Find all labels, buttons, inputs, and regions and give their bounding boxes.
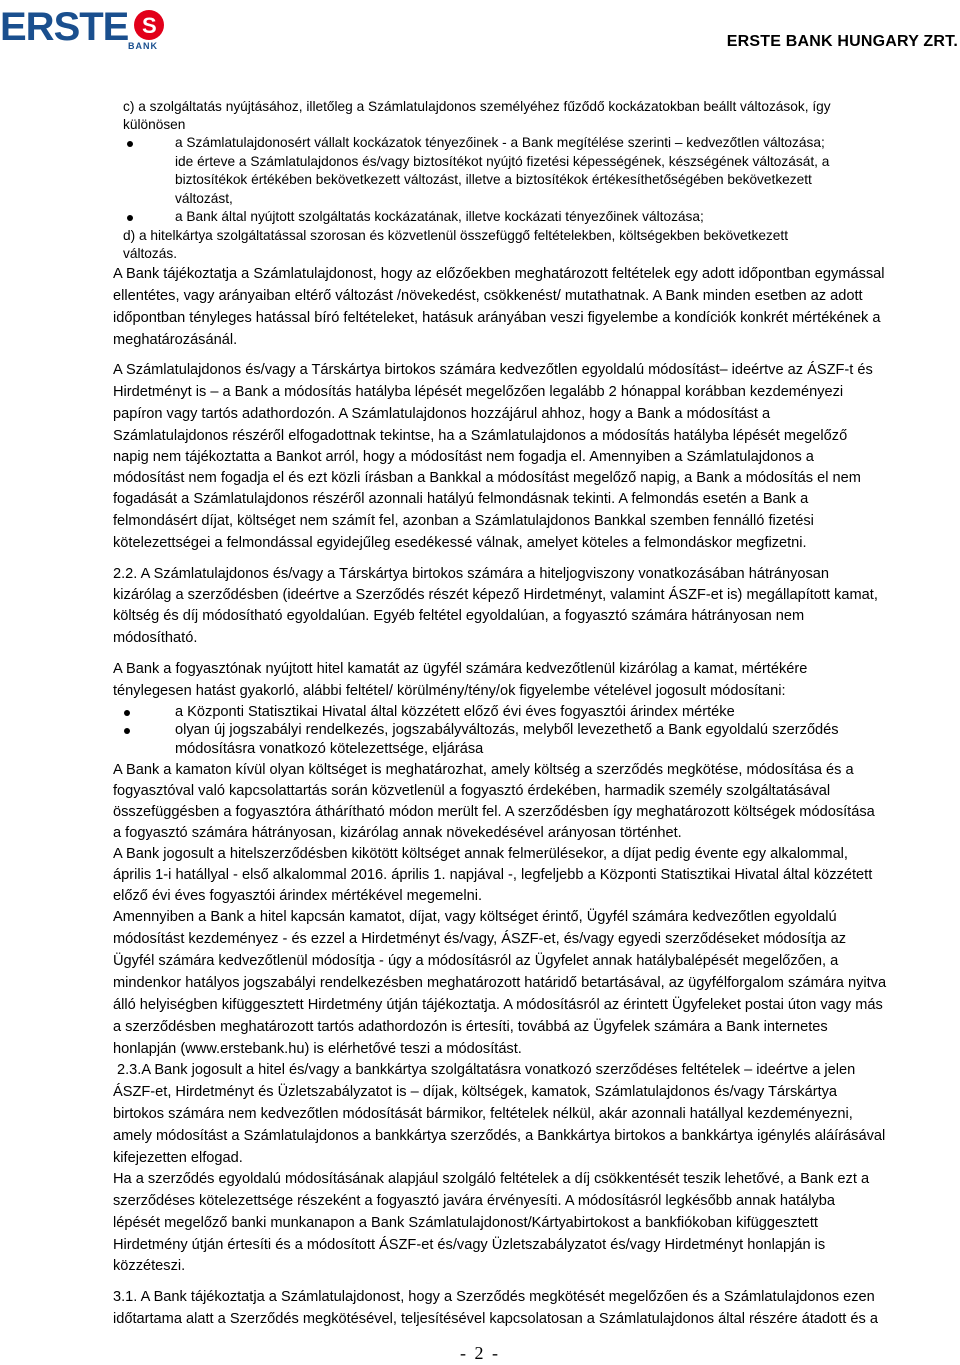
- text-line: mindenkor hatályos jogszabályi rendelkezésben meghatározott határidő betartásával, az ügyfélforgalom számára nyitva: [113, 975, 887, 991]
- text-line: változást,: [175, 191, 233, 206]
- text-line: Ügyfél számára kedvezőtlenül módosítja - úgy a módosításról az Ügyfelet annak hatálybalépését megelőzően, a: [113, 953, 839, 969]
- bullet-icon: [127, 141, 133, 147]
- text-line: kifejezetten elfogad.: [113, 1150, 243, 1166]
- text-line: ténylegesen hatást gyakorló, alábbi feltétel/ körülmény/tény/ok figyelembe vételével jogosult módosítani:: [113, 683, 786, 699]
- text-line: szerződéses kötelezettsége részeként a fogyasztó javára érvényesíti. A módosításról legkésőbb annak hatályba: [113, 1193, 835, 1209]
- text-line: 2.2. A Számlatulajdonos és/vagy a Társkártya birtokos számára a hiteljogviszony vonatkozásában hátrányosan: [113, 566, 830, 582]
- text-line: Ha a szerződés egyoldalú módosításának alapjául szolgáló feltételek a díj csökkentését teszik lehetővé, a Bank ezt a: [113, 1171, 870, 1187]
- bullet-icon: [124, 728, 130, 734]
- text-line: április 1-i hatállyal - első alkalommal 2016. április 1. napjával -, legfeljebb a Központi Statisztikai Hivatal által közzétett: [113, 867, 873, 883]
- text-line: Amennyiben a Bank a hitel kapcsán kamatot, díjat, vagy költséget érintő, Ügyfél számára kedvezőtlen egyoldalú: [113, 909, 837, 925]
- svg-text:ERSTE: ERSTE: [0, 5, 129, 49]
- text-line: lépését megelőző banki munkanapon a Bank Számlatulajdonost/Kártyabirtokost a bankfiókoban kifüggesztett: [113, 1215, 818, 1231]
- text-line: időpontban tényleges hatással bíró feltételeket, hatásuk arányában veszi figyelembe a kondíciók konkrét mértékének a: [113, 310, 881, 326]
- text-line: fogadását a Számlatulajdonos részéről azonnali hatályú felmondásnak tekinti. A felmondás esetén a Bank a: [113, 491, 809, 507]
- text-line: biztosítékok értékében bekövetkezett változást, illetve a biztosítékok értékesíthetőségében bekövetkezett: [175, 172, 812, 187]
- page-number: - 2 -: [460, 1343, 500, 1363]
- text-line: álló helyiségben kifüggesztett Hirdetmény útján tájékoztatja. A módosításról az érintett Ügyfeleket postai úton vagy más: [113, 997, 883, 1013]
- text-line: Számlatulajdonos részéről elfogadottnak tekintse, ha a Számlatulajdonos a módosítás hatályba lépését megelőző: [113, 428, 848, 444]
- text-line: közzéteszi.: [113, 1258, 186, 1274]
- bullet-icon: [127, 215, 133, 221]
- text-line: ide érteve a Számlatulajdonos és/vagy biztosítékot nyújtó fizetési képességének, készségének változását, a: [175, 154, 830, 169]
- text-line: meghatározásánál.: [113, 332, 238, 348]
- text-line: költség és díj módosítható egyoldalúan. Egyéb feltétel egyoldalúan, a fogyasztó számára hátrányosan nem: [113, 608, 805, 624]
- text-line: birtokos számára nem kedvezőtlen módosítását bármikor, feltételek nélkül, akár azonnali hatállyal kezdeményezni,: [113, 1106, 853, 1122]
- text-line: előző évi éves fogyasztói árindex mértékével megemelni.: [113, 888, 483, 904]
- text-line: A Számlatulajdonos és/vagy a Társkártya birtokos számára kedvezőtlen egyoldalú módosítást– ideértve az ÁSZF-t és: [113, 362, 873, 378]
- text-line: olyan új jogszabályi rendelkezés, jogszabályváltozás, melyből levezethető a Bank egyoldalú szerződés: [175, 722, 839, 738]
- text-line: módosítható.: [113, 630, 198, 646]
- text-line: 3.1. A Bank tájékoztatja a Számlatulajdonost, hogy a Szerződés megkötését megelőzően és a Számlatulajdonos ezen: [113, 1289, 875, 1305]
- text-line: A Bank jogosult a hitelszerződésben kikötött költséget annak felmerülésekor, a díjat pedig évente egy alkalommal,: [113, 846, 848, 862]
- text-line: honlapján (www.erstebank.hu) is elérhetővé teszi a módosítást.: [113, 1041, 522, 1057]
- text-line: d) a hitelkártya szolgáltatással szorosan és közvetlenül összefüggő feltételekben, költségekben bekövetkezett: [123, 228, 788, 243]
- text-line: fogyasztóval való kapcsolattartás során közvetlenül a fogyasztó érdekében, harmadik személy szolgáltatásával: [113, 783, 831, 799]
- text-line: ÁSZF-et, Hirdetményt és Üzletszabályzatot is – díjak, költségek, kamatok, Számlatulajdonos és/vagy Társkártya: [113, 1084, 838, 1100]
- text-line: a Számlatulajdonosért vállalt kockázatok tényezőinek - a Bank megítélése szerinti – kedvezőtlen változása;: [175, 135, 825, 150]
- text-line: összefüggésben a fogyasztóra áthárítható módon merült fel. A szerződésben így meghatározott költségek módosítása: [113, 804, 875, 820]
- text-line: felmondásért díjat, költséget nem számít fel, azonban a Számlatulajdonos Bankkal szemben fennálló fizetési: [113, 513, 814, 529]
- text-line: Hirdetmény útján értesíti és a módosított ÁSZF-et és/vagy Üzletszabályzatot és/vagy Hirdetményt honlapján is: [113, 1237, 826, 1253]
- bullet-icon: [124, 710, 130, 716]
- company-name: ERSTE BANK HUNGARY ZRT.: [726, 33, 958, 50]
- text-line: a fogyasztó számára hátrányosan, kizárólag annak növekedésével arányosan történhet.: [113, 825, 682, 841]
- text-line: időtartama alatt a Szerződés megkötésével, teljesítésével kapcsolatosan a Számlatulajdonos által részére átadott és a: [113, 1311, 878, 1327]
- text-line: 2.3.A Bank jogosult a hitel és/vagy a bankkártya szolgáltatásra vonatkozó szerződéses feltételek – ideértve a jelen: [117, 1062, 856, 1078]
- text-line: napig nem tájékoztatta a Bankot arról, hogy a módosítást nem fogadja el. Amennyiben a Számlatulajdonos a: [113, 449, 814, 465]
- text-line: kötelezettségei a felmondással egyidejűleg esedékessé válnak, amelyet köteles a felmondáskor megfizetni.: [113, 535, 807, 551]
- text-line: a szerződésben meghatározott tartós adathordozón is értesíti, továbbá az Ügyfelek számára a Bank internetes: [113, 1019, 828, 1035]
- text-line: c) a szolgáltatás nyújtásához, illetőleg a Számlatulajdonos személyéhez fűződő kockázatokban beállt változások, így: [123, 99, 831, 114]
- text-line: Hirdetményt is – a Bank a módosítás hatályba lépését megelőzően legalább 2 hónappal korábban kezdeményezi: [113, 384, 844, 400]
- text-line: a Bank által nyújtott szolgáltatás kockázatának, illetve kockázati tényezőinek változása;: [175, 209, 704, 224]
- text-line: különösen: [123, 117, 186, 132]
- text-line: módosítást kezdeményez - és ezzel a Hirdetményt és/vagy, ÁSZF-et, és/vagy egyedi szerződéseket módosítja az: [113, 931, 846, 947]
- text-line: A Bank a fogyasztónak nyújtott hitel kamatát az ügyfél számára kedvezőtlenül kizárólag a kamat, mértékére: [113, 661, 808, 677]
- text-line: ellentétes, vagy arányaiban eltérő változást /növekedést, csökkenést/ mutathatnak. A Bank minden esetben az adott: [113, 288, 863, 304]
- text-line: A Bank tájékoztatja a Számlatulajdonost, hogy az előzőekben meghatározott feltételek egy adott időpontban egymással: [113, 266, 885, 282]
- text-line: módosításra vonatkozó kötelezettsége, eljárása: [175, 741, 484, 757]
- text-line: A Bank a kamaton kívül olyan költséget is meghatározhat, amely költség a szerződés megkötése, módosítása és a: [113, 762, 854, 778]
- text-line: a Központi Statisztikai Hivatal által közzétett előző évi éves fogyasztói árindex mértéke: [175, 704, 735, 720]
- text-line: módosítást nem fogadja el és ezt közli írásban a Bankkal a módosítást megelőző napig, a Bank a módosítás el nem: [113, 470, 861, 486]
- svg-text:BANK: BANK: [128, 41, 158, 50]
- text-line: változás.: [123, 246, 178, 261]
- text-line: kizárólag a szerződésben (ideértve a Szerződés részét képező Hirdetményt, valamint ÁSZF-et is) megállapított kamat,: [113, 587, 878, 603]
- svg-text:S: S: [142, 13, 157, 38]
- text-line: papíron vagy tartós adathordozón. A Számlatulajdonos hozzájárul ahhoz, hogy a Bank a módosítást a: [113, 406, 771, 422]
- text-line: amely módosítást a Számlatulajdonos a bankkártya szerződés, a Bankkártya birtokos a bankkártya igénylés aláírásával: [113, 1128, 886, 1144]
